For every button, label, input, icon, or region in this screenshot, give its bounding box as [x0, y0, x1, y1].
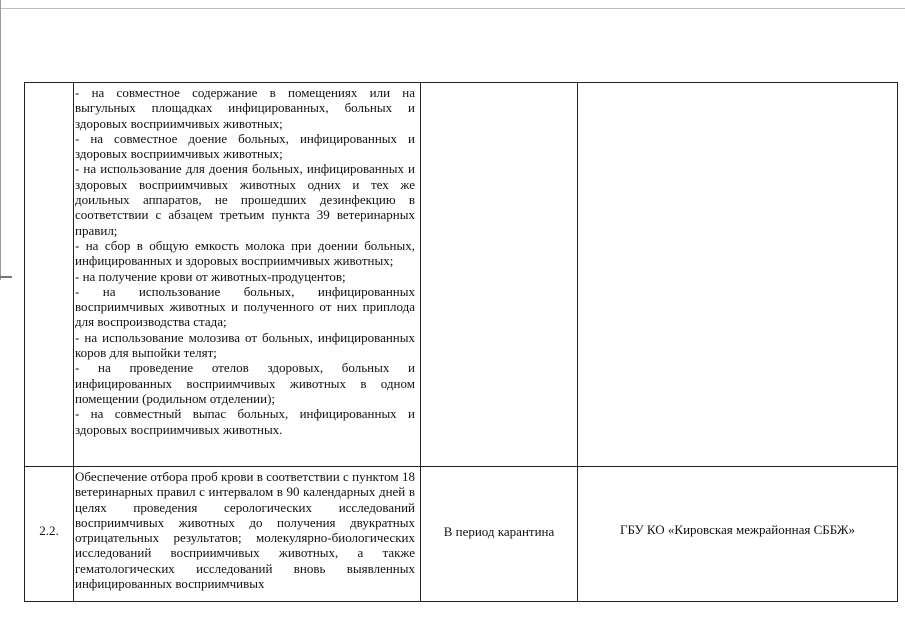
row2-measure-cell — [75, 469, 415, 595]
row2-responsible: ГБУ КО «Кировская межрайонная СББЖ» — [619, 522, 856, 537]
scan-mark — [0, 276, 12, 278]
row1-paragraph: - на использование молозива от больных, инфицированных коров для выпойки телят; — [75, 329, 415, 361]
measures-table — [24, 82, 898, 602]
row1-paragraph: - на совместное доение больных, инфицированных и здоровых восприимчивых животных; — [75, 130, 415, 162]
row1-paragraph: - на использование больных, инфицированных восприимчивых животных и полученного от них приплода для воспроизводства стада; — [75, 283, 415, 330]
row1-paragraph: - на совместный выпас больных, инфицированных и здоровых восприимчивых животных. — [75, 406, 415, 437]
column-divider-number — [73, 83, 74, 601]
row1-paragraph: - на получение крови от животных-продуцентов; — [75, 268, 346, 284]
scan-edge-left — [0, 0, 1, 280]
row2-period: В период карантина — [443, 524, 555, 539]
row1-paragraph: - на проведение отелов здоровых, больных и инфицированных восприимчивых животных в одном помещении (родильном отделении); — [75, 360, 415, 406]
row1-paragraph: - на сбор в общую емкость молока при доении больных, инфицированных и здоровых восприимчивых животных; — [75, 237, 415, 269]
row-divider — [25, 466, 897, 467]
row2-number: 2.2. — [39, 523, 59, 538]
scan-edge-top — [0, 8, 905, 9]
row1-measure-cell — [75, 85, 415, 437]
row2-measure-text: Обеспечение отбора проб крови в соответствии с пунктом 18 ветеринарных правил с интервалом в 90 календарных дней в целях проведения серологических исследований восприимчивых животных до получения двукратных отрицательных результатов; молекулярно-биологических исследований восприимчивых животных, а также гематологических исследований вновь выявленных инфицированных восприимчивых — [75, 469, 415, 592]
row1-paragraph: - на совместное содержание в помещениях или на выгульных площадках инфицированных, больных и здоровых восприимчивых животных; — [75, 85, 415, 131]
row1-paragraph: - на использование для доения больных, инфицированных и здоровых восприимчивых животных одних и тех же доильных аппаратов, не прошедших дезинфекцию в соответствии с абзацем третьим пункта 39 ветеринарных правил; — [75, 161, 415, 238]
